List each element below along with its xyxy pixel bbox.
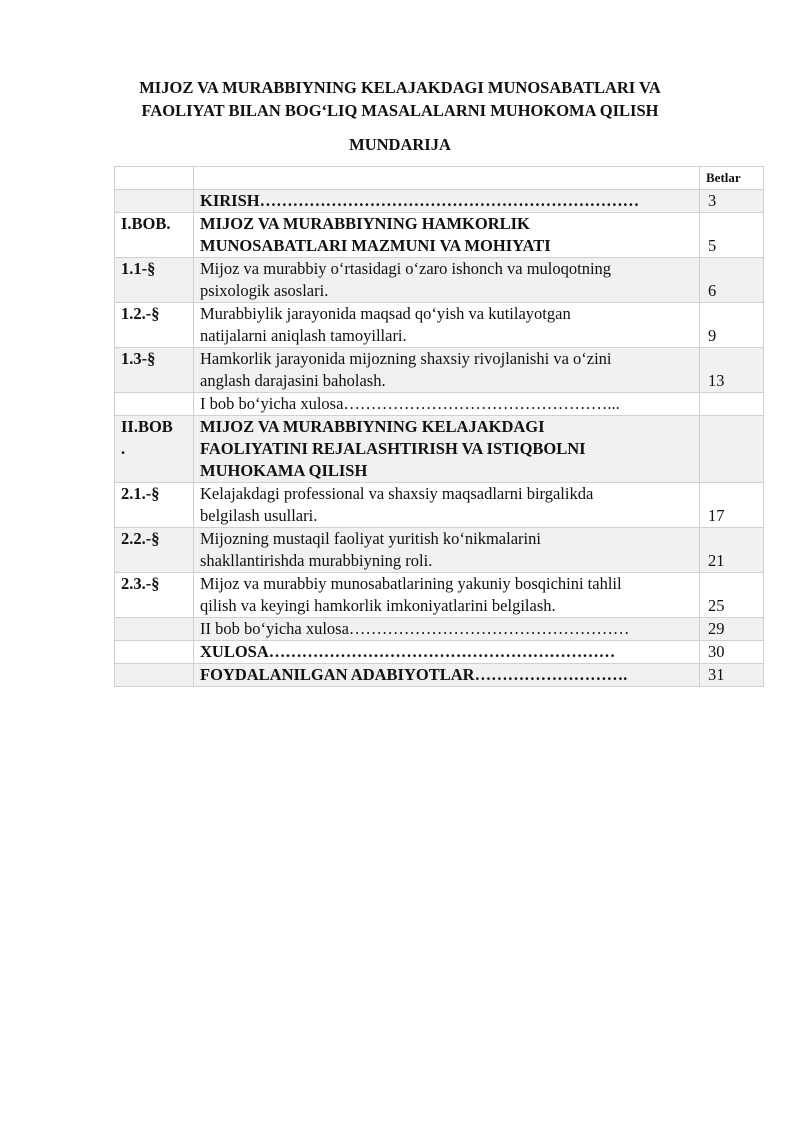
toc-section-number: II.BOB . <box>115 416 194 483</box>
toc-section-title <box>194 573 700 618</box>
toc-section-title <box>194 528 700 573</box>
toc-section-title <box>194 190 700 213</box>
toc-row <box>115 618 764 641</box>
toc-page-number: 25 <box>700 573 764 618</box>
toc-section-number <box>115 393 194 416</box>
toc-row <box>115 664 764 687</box>
toc-section-number <box>115 641 194 664</box>
toc-page-number: 31 <box>700 664 764 687</box>
toc-section-title <box>194 348 700 393</box>
toc-title-line: MIJOZ VA MURABBIYNING HAMKORLIK <box>200 214 530 233</box>
toc-section-title <box>194 664 700 687</box>
pages-column-header: Betlar <box>700 167 764 190</box>
toc-section-number: I.BOB. <box>115 213 194 258</box>
toc-title-line: XULOSA……………………………………………………… <box>200 642 616 661</box>
toc-title-line: FOYDALANILGAN ADABIYOTLAR………………………. <box>200 665 628 684</box>
toc-section-number: 2.3.-§ <box>115 573 194 618</box>
toc-section-title <box>194 393 700 416</box>
toc-section-title <box>194 303 700 348</box>
toc-row <box>115 213 764 258</box>
toc-title-line: Murabbiylik jarayonida maqsad qo‘yish va kutilayotgan <box>200 304 571 323</box>
toc-title-line: Mijoz va murabbiy munosabatlarining yakuniy bosqichini tahlil <box>200 574 622 593</box>
toc-title-line: I bob bo‘yicha xulosa…………………………………………... <box>200 394 620 413</box>
toc-section-number <box>115 618 194 641</box>
toc-page-number: 9 <box>700 303 764 348</box>
toc-title-line: Mijozning mustaqil faoliyat yuritish ko‘nikmalarini <box>200 529 541 548</box>
toc-title-line: qilish va keyingi hamkorlik imkoniyatlarini belgilash. <box>200 596 556 615</box>
toc-row <box>115 573 764 618</box>
toc-section-number <box>115 664 194 687</box>
toc-section-title <box>194 258 700 303</box>
toc-title-line: natijalarni aniqlash tamoyillari. <box>200 326 407 345</box>
toc-section-number: 1.2.-§ <box>115 303 194 348</box>
toc-row <box>115 348 764 393</box>
toc-page-number: 21 <box>700 528 764 573</box>
toc-row <box>115 393 764 416</box>
toc-title-line: MUHOKAMA QILISH <box>200 461 368 480</box>
toc-page-number: 30 <box>700 641 764 664</box>
toc-title-line: Hamkorlik jarayonida mijozning shaxsiy rivojlanishi va o‘zini <box>200 349 612 368</box>
toc-section-title <box>194 641 700 664</box>
toc-page-number <box>700 416 764 483</box>
toc-page-number: 29 <box>700 618 764 641</box>
toc-section-number: 1.1-§ <box>115 258 194 303</box>
toc-page-number: 13 <box>700 348 764 393</box>
toc-title-line: MIJOZ VA MURABBIYNING KELAJAKDAGI <box>200 417 545 436</box>
toc-title-line: KIRISH…………………………………………………………… <box>200 191 640 210</box>
toc-title-line: psixologik asoslari. <box>200 281 329 300</box>
toc-title-line: belgilash usullari. <box>200 506 318 525</box>
toc-page-number: 6 <box>700 258 764 303</box>
toc-section-number <box>115 190 194 213</box>
toc-header-row <box>115 167 764 190</box>
document-title-line-2: FAOLIYAT BILAN BOG‘LIQ MASALALARNI MUHOKOMA QILISH <box>141 101 659 120</box>
toc-title-line: MUNOSABATLARI MAZMUNI VA MOHIYATI <box>200 236 551 255</box>
toc-row <box>115 483 764 528</box>
toc-row <box>115 528 764 573</box>
toc-row <box>115 303 764 348</box>
toc-section-title <box>194 213 700 258</box>
toc-section-number: 2.1.-§ <box>115 483 194 528</box>
toc-header-empty-cell <box>115 167 194 190</box>
toc-section-number: 1.3-§ <box>115 348 194 393</box>
table-of-contents <box>114 166 764 687</box>
toc-title-line: Mijoz va murabbiy o‘rtasidagi o‘zaro ishonch va muloqotning <box>200 259 612 278</box>
toc-section-title <box>194 416 700 483</box>
toc-row <box>115 641 764 664</box>
toc-page-number: 3 <box>700 190 764 213</box>
toc-section-number: 2.2.-§ <box>115 528 194 573</box>
document-title <box>80 76 720 122</box>
toc-title-line: II bob bo‘yicha xulosa…………………………………………… <box>200 619 630 638</box>
toc-title-line: FAOLIYATINI REJALASHTIRISH VA ISTIQBOLNI <box>200 439 586 458</box>
toc-page-number: 17 <box>700 483 764 528</box>
toc-row <box>115 190 764 213</box>
toc-section-title <box>194 483 700 528</box>
toc-title-line: anglash darajasini baholash. <box>200 371 386 390</box>
toc-heading: MUNDARIJA <box>349 135 451 154</box>
document-title-line-1: MIJOZ VA MURABBIYNING KELAJAKDAGI MUNOSABATLARI VA <box>139 78 661 97</box>
toc-section-title <box>194 618 700 641</box>
toc-row <box>115 416 764 483</box>
toc-page-number: 5 <box>700 213 764 258</box>
toc-row <box>115 258 764 303</box>
toc-title-line: shakllantirishda murabbiyning roli. <box>200 551 433 570</box>
toc-title-line: Kelajakdagi professional va shaxsiy maqsadlarni birgalikda <box>200 484 594 503</box>
toc-page-number <box>700 393 764 416</box>
toc-header-empty-cell <box>194 167 700 190</box>
